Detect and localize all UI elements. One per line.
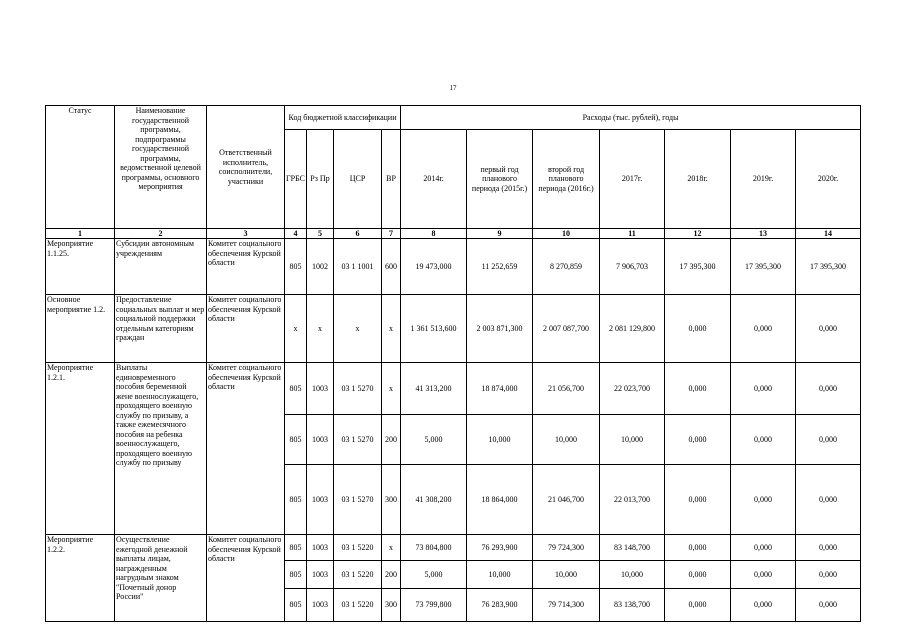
cell-2016: 8 270,859: [533, 239, 600, 295]
column-number: 6: [334, 229, 382, 239]
cell-2017: 83 148,700: [600, 535, 665, 561]
row-program-name: Субсидии автономным учреждениям: [115, 239, 207, 295]
cell-2018: 0,000: [665, 561, 731, 589]
cell-2014: 73 799,800: [401, 589, 467, 622]
cell-2017: 22 023,700: [600, 363, 665, 415]
cell-2019: 17 395,300: [731, 239, 796, 295]
column-number: 8: [401, 229, 467, 239]
cell-csr: 03 1 5220: [334, 561, 382, 589]
row-status: Мероприятие 1.1.25.: [46, 239, 115, 295]
column-number: 14: [796, 229, 861, 239]
table-row: [46, 535, 861, 561]
row-program-name: Предоставление социальных выплат и мер социальной поддержки отдельным категориям граждан: [115, 295, 207, 363]
cell-2015: 10,000: [467, 415, 533, 465]
cell-2016: 79 714,300: [533, 589, 600, 622]
cell-2018: 0,000: [665, 415, 731, 465]
cell-2018: 17 395,300: [665, 239, 731, 295]
cell-rzpr: 1003: [307, 465, 334, 535]
cell-2015: 18 864,000: [467, 465, 533, 535]
cell-vr: х: [382, 295, 401, 363]
cell-2015: 18 874,000: [467, 363, 533, 415]
cell-2015: 76 283,900: [467, 589, 533, 622]
cell-2018: 0,000: [665, 465, 731, 535]
header-year-2018: 2018г.: [665, 130, 731, 229]
table-row: [46, 239, 861, 295]
cell-csr: 03 1 5220: [334, 589, 382, 622]
header-year-2015: первый год планового периода (2015г.): [467, 130, 533, 229]
cell-2014: 41 313,200: [401, 363, 467, 415]
cell-vr: 300: [382, 465, 401, 535]
cell-2017: 7 906,703: [600, 239, 665, 295]
column-number: 7: [382, 229, 401, 239]
column-number-row: [46, 229, 861, 239]
cell-grbs: 805: [285, 465, 307, 535]
row-executor: Комитет социального обеспечения Курской области: [207, 535, 285, 622]
cell-vr: 200: [382, 415, 401, 465]
column-number: 3: [207, 229, 285, 239]
header-vr: ВР: [382, 130, 401, 229]
page-number: 17: [449, 84, 457, 92]
column-number: 2: [115, 229, 207, 239]
column-number: 11: [600, 229, 665, 239]
cell-2016: 2 007 087,700: [533, 295, 600, 363]
column-number: 10: [533, 229, 600, 239]
cell-grbs: 805: [285, 561, 307, 589]
cell-2019: 0,000: [731, 295, 796, 363]
cell-rzpr: 1003: [307, 535, 334, 561]
cell-rzpr: 1003: [307, 415, 334, 465]
cell-grbs: 805: [285, 589, 307, 622]
cell-grbs: 805: [285, 239, 307, 295]
cell-csr: 03 1 5270: [334, 363, 382, 415]
cell-2015: 76 293,900: [467, 535, 533, 561]
header-grbs: ГРБС: [285, 130, 307, 229]
cell-2017: 2 081 129,800: [600, 295, 665, 363]
cell-2018: 0,000: [665, 295, 731, 363]
cell-csr: 03 1 5270: [334, 415, 382, 465]
header-year-2020: 2020г.: [796, 130, 861, 229]
cell-csr: 03 1 5220: [334, 535, 382, 561]
table-row: [46, 295, 861, 363]
cell-2016: 21 056,700: [533, 363, 600, 415]
header-status: Статус: [46, 106, 115, 229]
cell-rzpr: 1002: [307, 239, 334, 295]
cell-2019: 0,000: [731, 589, 796, 622]
cell-2020: 0,000: [796, 561, 861, 589]
cell-rzpr: 1003: [307, 589, 334, 622]
row-status: Мероприятие 1.2.1.: [46, 363, 115, 535]
header-rzpr: Рз Пр: [307, 130, 334, 229]
cell-2018: 0,000: [665, 535, 731, 561]
cell-2014: 1 361 513,600: [401, 295, 467, 363]
column-number: 13: [731, 229, 796, 239]
row-executor: Комитет социального обеспечения Курской области: [207, 363, 285, 535]
table-row: [46, 363, 861, 415]
header-year-2017: 2017г.: [600, 130, 665, 229]
cell-vr: х: [382, 535, 401, 561]
cell-2020: 0,000: [796, 363, 861, 415]
cell-2019: 0,000: [731, 535, 796, 561]
header-expenses-group: Расходы (тыс. рублей), годы: [401, 106, 861, 130]
cell-2020: 0,000: [796, 589, 861, 622]
cell-2019: 0,000: [731, 561, 796, 589]
cell-2016: 10,000: [533, 561, 600, 589]
cell-2014: 5,000: [401, 415, 467, 465]
cell-2014: 5,000: [401, 561, 467, 589]
header-row-top: [46, 106, 861, 130]
header-year-2019: 2019г.: [731, 130, 796, 229]
cell-2020: 17 395,300: [796, 239, 861, 295]
row-program-name: Выплаты единовременного пособия беременной жене военнослужащего, проходящего военную службу по призыву, а также ежемесячного пособия на ребенка военнослужащего, проходящего военную службу по призыву: [115, 363, 207, 535]
cell-2015: 11 252,659: [467, 239, 533, 295]
cell-vr: 300: [382, 589, 401, 622]
cell-2018: 0,000: [665, 363, 731, 415]
header-csr: ЦСР: [334, 130, 382, 229]
header-budget-code-group: Код бюджетной классификации: [285, 106, 401, 130]
row-executor: Комитет социального обеспечения Курской области: [207, 295, 285, 363]
cell-2017: 83 138,700: [600, 589, 665, 622]
cell-rzpr: 1003: [307, 561, 334, 589]
cell-2015: 2 003 871,300: [467, 295, 533, 363]
cell-2014: 19 473,000: [401, 239, 467, 295]
cell-2019: 0,000: [731, 465, 796, 535]
row-status: Основное мероприятие 1.2.: [46, 295, 115, 363]
cell-vr: 200: [382, 561, 401, 589]
row-program-name: Осуществление ежегодной денежной выплаты лицам, награжденным нагрудным знаком "Почетный донор России": [115, 535, 207, 622]
cell-2016: 21 046,700: [533, 465, 600, 535]
row-status: Мероприятие 1.2.2.: [46, 535, 115, 622]
cell-grbs: 805: [285, 535, 307, 561]
column-number: 12: [665, 229, 731, 239]
cell-2020: 0,000: [796, 295, 861, 363]
column-number: 5: [307, 229, 334, 239]
cell-2017: 22 013,700: [600, 465, 665, 535]
cell-csr: 03 1 1001: [334, 239, 382, 295]
cell-2014: 41 308,200: [401, 465, 467, 535]
cell-2017: 10,000: [600, 561, 665, 589]
cell-grbs: х: [285, 295, 307, 363]
cell-2015: 10,000: [467, 561, 533, 589]
cell-2020: 0,000: [796, 465, 861, 535]
row-executor: Комитет социального обеспечения Курской области: [207, 239, 285, 295]
cell-csr: х: [334, 295, 382, 363]
column-number: 4: [285, 229, 307, 239]
cell-2020: 0,000: [796, 415, 861, 465]
cell-grbs: 805: [285, 415, 307, 465]
cell-rzpr: 1003: [307, 363, 334, 415]
cell-2017: 10,000: [600, 415, 665, 465]
cell-csr: 03 1 5270: [334, 465, 382, 535]
cell-rzpr: х: [307, 295, 334, 363]
cell-grbs: 805: [285, 363, 307, 415]
cell-2018: 0,000: [665, 589, 731, 622]
column-number: 9: [467, 229, 533, 239]
cell-vr: х: [382, 363, 401, 415]
cell-2019: 0,000: [731, 415, 796, 465]
header-program-name: Наименование государственной программы, подпрограммы государственной программы, ведомственной целевой программы, основного мероприятия: [115, 106, 207, 229]
header-year-2014: 2014г.: [401, 130, 467, 229]
cell-2019: 0,000: [731, 363, 796, 415]
cell-2016: 10,000: [533, 415, 600, 465]
header-year-2016: второй год планового периода (2016г.): [533, 130, 600, 229]
budget-table: [45, 105, 861, 622]
cell-2016: 79 724,300: [533, 535, 600, 561]
column-number: 1: [46, 229, 115, 239]
cell-2014: 73 804,800: [401, 535, 467, 561]
cell-vr: 600: [382, 239, 401, 295]
cell-2020: 0,000: [796, 535, 861, 561]
header-executor: Ответственный исполнитель, соисполнители, участники: [207, 106, 285, 229]
